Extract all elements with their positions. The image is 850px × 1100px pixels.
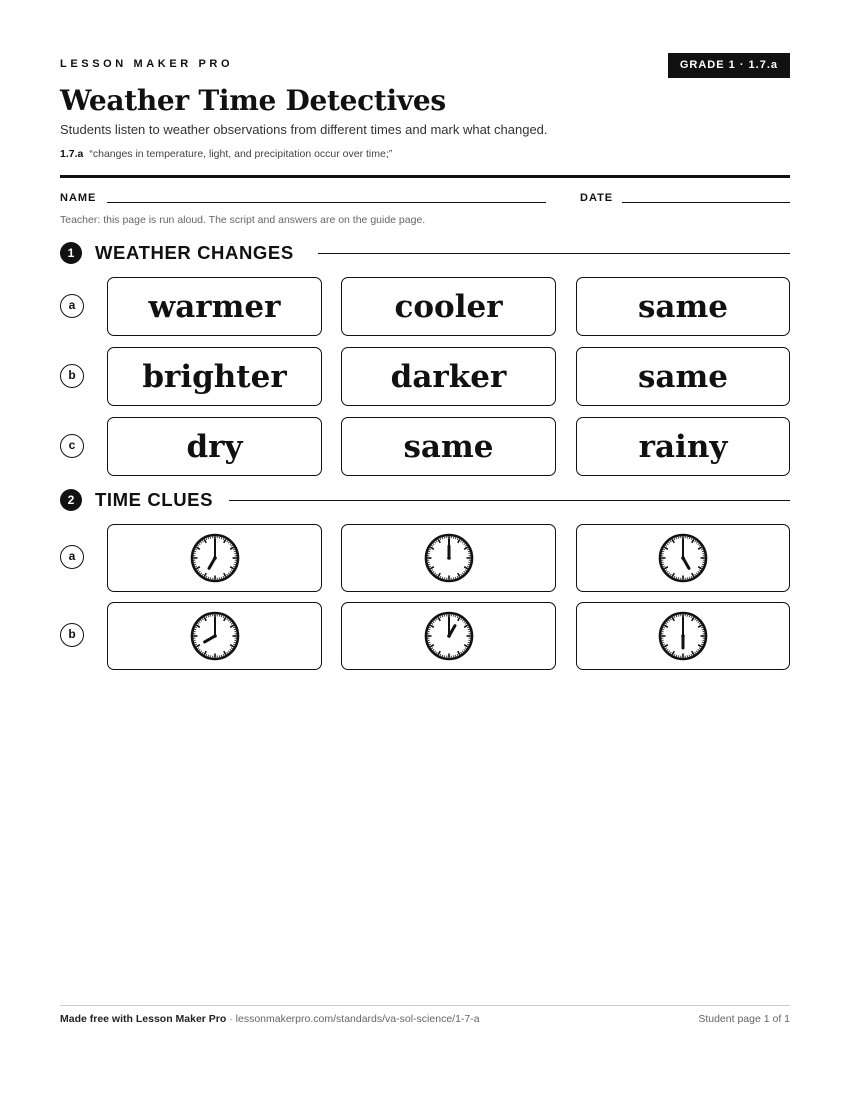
- clock-tick: [676, 577, 677, 579]
- option-card[interactable]: [107, 347, 322, 406]
- row-letter-a: a: [60, 545, 84, 569]
- clock-tick: [702, 642, 704, 643]
- option-word: rainy: [638, 428, 728, 465]
- clock-tick: [467, 629, 469, 630]
- clock-tick: [233, 564, 235, 565]
- clock-tick: [455, 615, 456, 617]
- section-time-clues: [60, 488, 790, 512]
- clock-card[interactable]: [576, 524, 790, 592]
- option-word: dry: [186, 428, 243, 465]
- clock-tick: [442, 537, 443, 539]
- page-title: Weather Time Detectives: [60, 84, 446, 117]
- clock-tick: [194, 564, 196, 565]
- section-title: WEATHER CHANGES: [95, 242, 294, 263]
- clock-center: [447, 634, 451, 638]
- clock-tick: [455, 537, 456, 539]
- clock-tick: [676, 615, 677, 617]
- clock-icon: [190, 611, 240, 661]
- clock-tick: [221, 537, 222, 539]
- clock-center: [681, 634, 685, 638]
- clock-tick: [194, 551, 196, 552]
- name-label: NAME: [60, 192, 97, 204]
- clock-tick: [233, 642, 235, 643]
- clock-icon: [190, 533, 240, 583]
- clock-tick: [676, 655, 677, 657]
- row-letter-c: c: [60, 434, 84, 458]
- section-weather-changes: [60, 241, 790, 265]
- clock-tick: [221, 577, 222, 579]
- clock-tick: [689, 537, 690, 539]
- clock-tick: [467, 551, 469, 552]
- option-word: warmer: [148, 288, 281, 325]
- option-card[interactable]: [576, 347, 790, 406]
- option-card[interactable]: [341, 277, 556, 336]
- header-divider: [60, 175, 790, 178]
- clock-tick: [689, 615, 690, 617]
- clock-center: [213, 556, 217, 560]
- footer-credit: [60, 1013, 480, 1025]
- clock-tick: [233, 551, 235, 552]
- clock-tick: [662, 629, 664, 630]
- clock-tick: [208, 615, 209, 617]
- option-word: cooler: [394, 288, 503, 325]
- standard-reference: [60, 148, 392, 160]
- clock-center: [447, 556, 451, 560]
- footer-url[interactable]: lessonmakerpro.com/standards/va-sol-science/1-7-a: [235, 1013, 480, 1025]
- clock-tick: [428, 551, 430, 552]
- clock-tick: [221, 615, 222, 617]
- section-number: 2: [60, 489, 82, 511]
- grade-badge: GRADE 1 · 1.7.a: [668, 53, 790, 78]
- clock-tick: [221, 655, 222, 657]
- clock-tick: [442, 615, 443, 617]
- clock-tick: [194, 642, 196, 643]
- option-card[interactable]: [107, 277, 322, 336]
- clock-icon: [424, 533, 474, 583]
- clock-card[interactable]: [107, 602, 322, 670]
- section-title: TIME CLUES: [95, 489, 214, 510]
- clock-center: [213, 634, 217, 638]
- clock-icon: [424, 611, 474, 661]
- option-card[interactable]: [576, 277, 790, 336]
- option-word: darker: [390, 358, 507, 395]
- clock-tick: [233, 629, 235, 630]
- section-divider: [318, 253, 790, 254]
- option-card[interactable]: [341, 347, 556, 406]
- clock-tick: [208, 577, 209, 579]
- date-label: DATE: [580, 192, 614, 204]
- clock-card[interactable]: [341, 524, 556, 592]
- clock-tick: [455, 577, 456, 579]
- teacher-note: Teacher: this page is run aloud. The script and answers are on the guide page.: [60, 214, 426, 226]
- row-letter-b: b: [60, 623, 84, 647]
- standard-code: 1.7.a: [60, 148, 84, 160]
- clock-tick: [428, 564, 430, 565]
- clock-tick: [662, 642, 664, 643]
- worksheet-page: [60, 0, 790, 1100]
- clock-tick: [662, 564, 664, 565]
- option-word: same: [403, 428, 494, 465]
- footer-separator: ·: [226, 1013, 236, 1025]
- section-number: 1: [60, 242, 82, 264]
- row-letter-a: a: [60, 294, 84, 318]
- clock-center: [681, 556, 685, 560]
- clock-tick: [442, 655, 443, 657]
- clock-tick: [208, 537, 209, 539]
- row-letter-b: b: [60, 364, 84, 388]
- option-card[interactable]: [341, 417, 556, 476]
- clock-tick: [455, 655, 456, 657]
- name-field[interactable]: [107, 202, 546, 203]
- clock-tick: [194, 629, 196, 630]
- clock-tick: [689, 577, 690, 579]
- clock-tick: [702, 564, 704, 565]
- clock-card[interactable]: [341, 602, 556, 670]
- option-card[interactable]: [107, 417, 322, 476]
- option-word: same: [637, 288, 729, 325]
- clock-tick: [662, 551, 664, 552]
- date-field[interactable]: [622, 202, 790, 203]
- clock-tick: [689, 655, 690, 657]
- clock-icon: [658, 611, 708, 661]
- clock-tick: [467, 642, 469, 643]
- clock-tick: [676, 537, 677, 539]
- option-card[interactable]: [576, 417, 790, 476]
- footer-page-number: Student page 1 of 1: [698, 1013, 790, 1025]
- clock-tick: [442, 577, 443, 579]
- clock-tick: [467, 564, 469, 565]
- brand-name: LESSON MAKER PRO: [60, 58, 234, 70]
- clock-tick: [702, 629, 704, 630]
- clock-tick: [428, 642, 430, 643]
- clock-card[interactable]: [576, 602, 790, 670]
- clock-icon: [658, 533, 708, 583]
- page-subtitle: Students listen to weather observations from different times and mark what changed.: [60, 122, 548, 137]
- option-word: same: [637, 358, 729, 395]
- section-divider: [229, 500, 790, 501]
- clock-tick: [428, 629, 430, 630]
- clock-card[interactable]: [107, 524, 322, 592]
- option-word: brighter: [142, 358, 287, 395]
- footer-divider: [60, 1005, 790, 1006]
- clock-tick: [208, 655, 209, 657]
- clock-tick: [702, 551, 704, 552]
- standard-text: “changes in temperature, light, and precipitation occur over time;”: [89, 148, 393, 160]
- footer-made-by: Made free with Lesson Maker Pro: [60, 1013, 227, 1025]
